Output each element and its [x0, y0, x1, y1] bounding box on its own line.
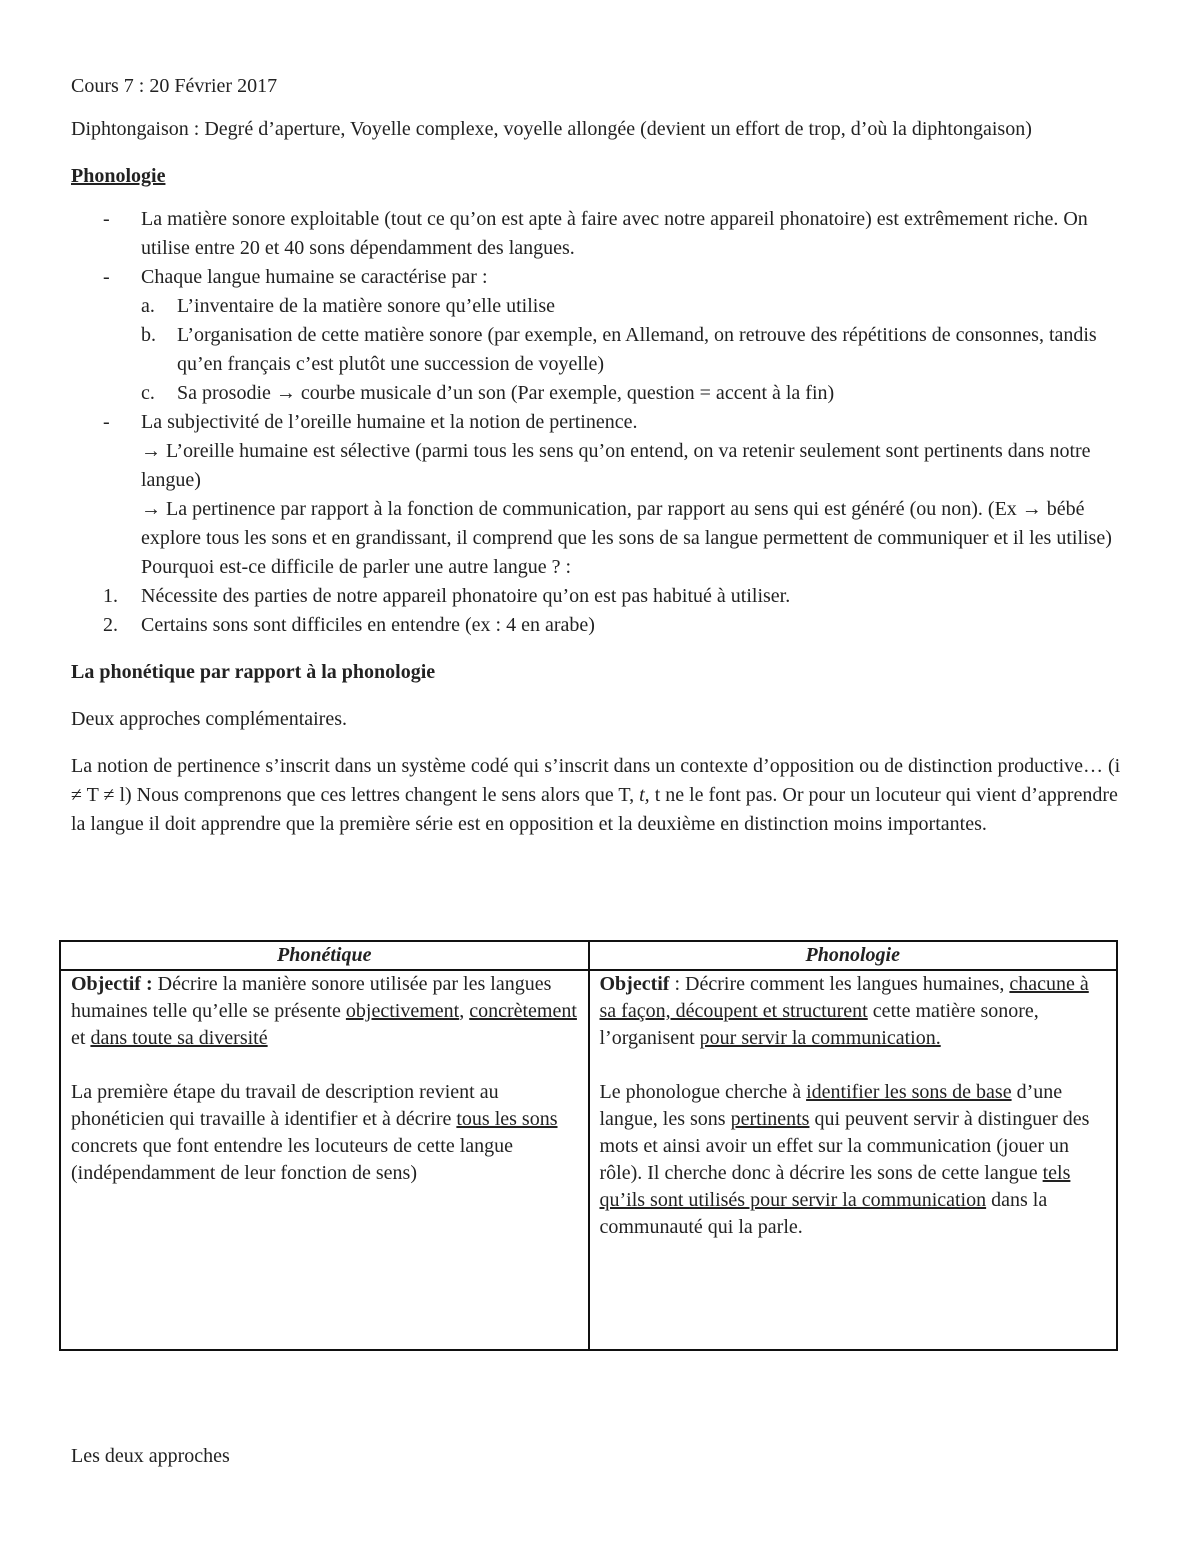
sub-text: L’inventaire de la matière sonore qu’elle utilise [177, 295, 556, 317]
document-body [71, 72, 1131, 839]
sub-list-item [71, 379, 1131, 408]
underlined-run: chacune à sa façon, découpent et structurent [599, 973, 1089, 1022]
cell-phonetique [60, 970, 589, 1350]
underlined-run: concrètement [469, 1000, 577, 1022]
bullet-marker: - [103, 208, 110, 230]
paragraph-pertinence [71, 752, 1131, 839]
text-run: et [71, 1027, 91, 1049]
numbered-item [71, 611, 1131, 640]
numbered-text: Nécessite des parties de notre appareil phonatoire qu’on est pas habitué à utiliser. [141, 585, 791, 607]
text-run: qui peuvent servir à distinguer des mots et ainsi avoir un effet sur la communication (jouer un rôle). Il cherche donc à décrire les sons de cette langue [599, 1108, 1090, 1184]
objective-label: Objectif [599, 973, 670, 995]
paragraph: Deux approches complémentaires. [71, 708, 348, 730]
sub-text: Sa prosodie → courbe musicale d’un son (Par exemple, question = accent à la fin) [177, 382, 835, 404]
underlined-run: tous les sons [456, 1108, 558, 1130]
table-row [60, 970, 1117, 1350]
underlined-run: identifier les sons de base [806, 1081, 1012, 1103]
numbered-text: Certains sons sont difficiles en entendre (ex : 4 en arabe) [141, 614, 595, 636]
intro-label: Diphtongaison [71, 118, 189, 140]
bullet-marker: - [103, 411, 110, 433]
underlined-run: pertinents [730, 1108, 810, 1130]
intro-paragraph [71, 115, 1131, 144]
intro-text: : Degré d’aperture, Voyelle complexe, voyelle allongée (devient un effort de trop, d’où la diphtongaison) [188, 118, 1032, 140]
numbered-item [71, 582, 1131, 611]
objective-phonologie [600, 971, 1107, 1052]
text-run: : Décrire comment les langues humaines, [669, 973, 1010, 995]
section-title-phonetique: La phonétique par rapport à la phonologie [71, 661, 436, 683]
text-run: t ne le font pas. Or pour un locuteur qui vient d’apprendre la langue il doit apprendre que la première série est en opposition et la deuxième en distinction moins importantes. [71, 784, 1118, 835]
underlined-run: objectivement [345, 1000, 460, 1022]
comparison-table [59, 940, 1118, 1351]
sub-list-item [71, 321, 1131, 379]
underlined-run: tels qu’ils sont utilisés pour servir la communication [599, 1162, 1071, 1211]
bullet-list [71, 205, 1131, 640]
text-run: d’une langue, les sons [599, 1081, 1063, 1130]
bullet-continuation: Pourquoi est-ce difficile de parler une autre langue ? : [141, 556, 572, 578]
bullet-marker: - [103, 266, 110, 288]
number-marker: 1. [103, 585, 118, 607]
text-run: concrets que font entendre les locuteurs de cette langue (indépendamment de leur fonction de sens) [71, 1135, 514, 1184]
text-run: dans la communauté qui la parle. [599, 1189, 1048, 1238]
date-line: Cours 7 : 20 Février 2017 [71, 75, 278, 97]
description-phonologie [600, 1079, 1107, 1241]
sub-list-item [71, 292, 1131, 321]
bullet-text: Chaque langue humaine se caractérise par : [141, 266, 488, 288]
text-run: , [459, 1000, 470, 1022]
bullet-continuation: → La pertinence par rapport à la fonction de communication, par rapport au sens qui est généré (ou non). (Ex → bébé explore tous les sons et en grandissant, il comprend que les sons de sa langue permettent de communiquer et il les utilise) [141, 498, 1112, 549]
objective-label: Objectif : [71, 973, 153, 995]
underlined-run: dans toute sa diversité [90, 1027, 268, 1049]
footer-text: Les deux approches [71, 1445, 230, 1467]
cell-phonologie [589, 970, 1118, 1350]
header-phonologie: Phonologie [589, 941, 1118, 970]
table-header-row [60, 941, 1117, 970]
bullet-text: La subjectivité de l’oreille humaine et la notion de pertinence. [141, 411, 638, 433]
text-run: Décrire la manière sonore utilisée par les langues humaines telle qu’elle se présente [71, 973, 552, 1022]
sub-marker: b. [141, 324, 156, 346]
list-item [71, 263, 1131, 292]
objective-phonetique [71, 971, 578, 1052]
text-run: La première étape du travail de description revient au phonéticien qui travaille à identifier et à décrire [71, 1081, 499, 1130]
section-title-phonologie: Phonologie [71, 165, 166, 187]
text-run: cette matière sonore, l’organisent [599, 1000, 1039, 1049]
sub-marker: a. [141, 295, 155, 317]
sub-text: L’organisation de cette matière sonore (par exemple, en Allemand, on retrouve des répétitions de consonnes, tandis qu’en français c’est plutôt une succession de voyelle) [177, 324, 1097, 375]
bullet-text: La matière sonore exploitable (tout ce qu’on est apte à faire avec notre appareil phonatoire) est extrêmement riche. On utilise entre 20 et 40 sons dépendamment des langues. [141, 208, 1088, 259]
list-item [71, 205, 1131, 263]
number-marker: 2. [103, 614, 118, 636]
text-run: Le phonologue cherche à [599, 1081, 807, 1103]
italic-run: t, [639, 784, 650, 806]
underlined-run: pour servir la communication. [699, 1027, 941, 1049]
header-phonetique: Phonétique [60, 941, 589, 970]
description-phonetique [71, 1079, 578, 1187]
bullet-continuation: → L’oreille humaine est sélective (parmi tous les sens qu’on entend, on va retenir seulement sont pertinents dans notre langue) [141, 440, 1091, 491]
text-run: La notion de pertinence s’inscrit dans un système codé qui s’inscrit dans un contexte d’opposition ou de distinction productive… (i ≠ T ≠ l) Nous comprenons que ces lettres changent le sens alors que T, [71, 755, 1121, 806]
list-item [71, 408, 1131, 437]
sub-marker: c. [141, 382, 155, 404]
